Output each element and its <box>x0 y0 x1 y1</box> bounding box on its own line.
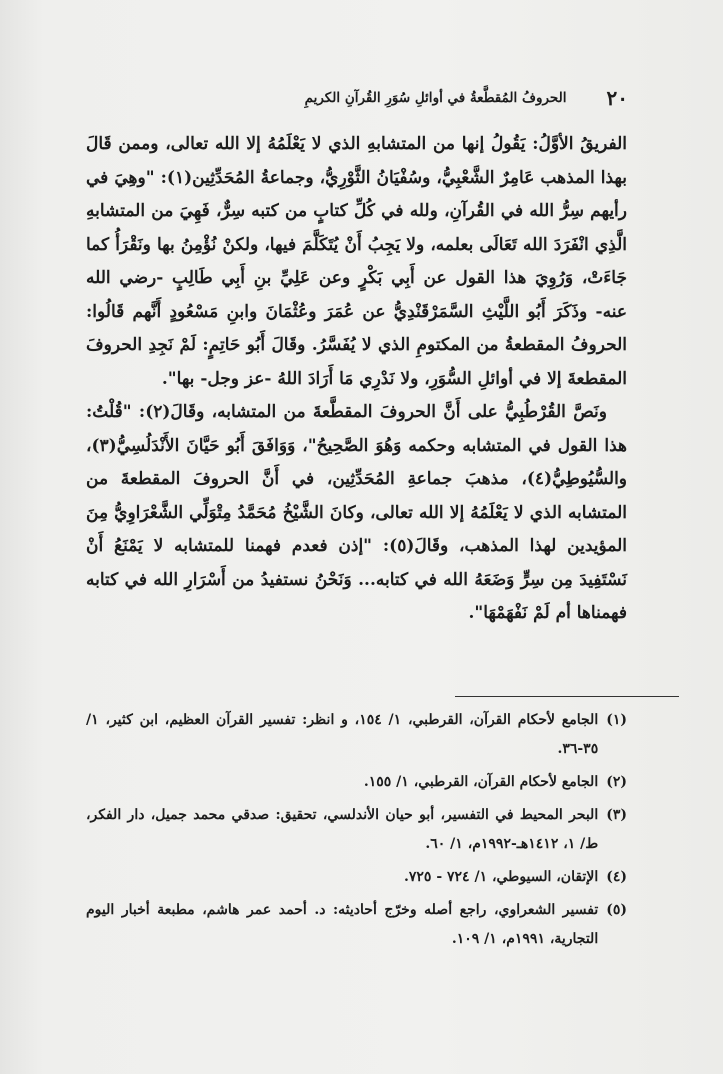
footnote <box>86 863 627 892</box>
paragraph: ونَصَّ القُرْطُبِيُّ على أَنَّ الحروفَ المقطَّعةَ من المتشابه، وقَالَ(٢): "قُلْتُ: هذا القول في المتشابه وحكمه وَهُوَ الصَّحِيحُ"، وَوَافَقَ أَبُو حَيَّانَ الأَنْدَلُسِيُّ(٣)، والسُّيُوطِيُّ(٤)، مذهبَ جماعةِ المُحَدِّثِين، في أَنَّ الحروفَ المقطعةَ من المتشابه الذي لا يَعْلَمُهُ إلا الله تعالى، وكانَ الشَّيْخُ مُحَمَّدُ مِتْوَلِّي الشَّعْرَاوِيُّ مِنَ المؤيدين لهذا المذهب، وقَالَ(٥): "إذن فعدم فهمنا للمتشابه لا يَمْنَعُ أَنْ نَسْتَفِيدَ مِن سِرٍّ وَضَعَهُ الله في كتابه... وَنَحْنُ نستفيدُ من أَسْرَارِ الله في كتابه فهمناها أم لَمْ نَفْهَمْهَا". <box>86 402 628 623</box>
footnote-separator <box>455 696 679 697</box>
footnote-number: (٥) <box>606 902 627 918</box>
footnote-text: تفسير الشعراوي، راجع أصله وخرّج أحاديثه: د. أحمد عمر هاشم، مطبعة أخبار اليوم التجارية، ١٩٩١م، ١/ ١٠٩. <box>86 902 599 947</box>
page-header <box>90 86 628 110</box>
running-title: الحروفُ المُقطَّعةُ في أوائلِ سُوَرِ القُرآنِ الكريمِ <box>304 90 567 106</box>
footnote-text: الجامع لأحكام القرآن، القرطبي، ١/ ١٥٥. <box>363 774 599 790</box>
page-number: ٢٠ <box>606 86 628 110</box>
footnote-text: الجامع لأحكام القرآن، القرطبي، ١/ ١٥٤، و انظر: تفسير القرآن العظيم، ابن كثير، ١/ ٣٥-٣٦. <box>86 712 599 757</box>
footnotes <box>86 706 627 958</box>
main-text <box>86 128 627 631</box>
footnote <box>86 896 627 954</box>
footnote <box>86 801 627 859</box>
footnote-text: الإتقان، السيوطي، ١/ ٧٢٤ - ٧٢٥. <box>404 869 599 885</box>
footnote <box>86 706 627 764</box>
footnote-number: (٤) <box>606 869 627 885</box>
footnote-number: (٣) <box>606 807 627 823</box>
footnote-number: (٢) <box>606 774 627 790</box>
footnote-text: البحر المحيط في التفسير، أبو حيان الأندلسي، تحقيق: صدقي محمد جميل، دار الفكر، ط/ ١، ١٤١٢هـ-١٩٩٢م، ١/ ٦٠. <box>86 807 599 852</box>
footnote-number: (١) <box>606 712 627 728</box>
paragraph: الفريقُ الأوَّلُ: يَقُولُ إنها من المتشابهِ الذي لا يَعْلَمُهُ إلا الله تعالى، وممن قَالَ بهذا المذهب عَامِرٌ الشَّعْبِيُّ، وسُفْيَانُ الثَّوْرِيُّ، وجماعةُ المُحَدِّثِين(١): "وهِيَ في رأيهم سِرُّ الله في القُرآنِ، ولله في كُلِّ كتابٍ من كتبه سِرٌّ، فَهِيَ من المتشابهِ الَّذِي انْفَرَدَ الله تَعَالَى بعلمه، ولا يَجِبُ أَنْ يُتَكَلَّمَ فيها، ولكنْ نُؤْمِنُ بها ونَقْرَأُ كما جَاءَتْ، وَرُوِيَ هذا القول عن أَبِي بَكْرٍ وعن عَلِيِّ بنِ أَبِي طَالِبٍ -رضي الله عنه- وذَكَرَ أَبُو اللَّيْثِ السَّمَرْقَنْدِيُّ عن عُمَرَ وعُثْمَانَ وابنِ مَسْعُودٍ أَنَّهم قَالُوا: الحروفُ المقطعةُ من المكتومِ الذي لا يُفَسَّرُ. وقَالَ أَبُو حَاتِمٍ: لَمْ نَجِدِ الحروفَ المقطعةَ إلا في أوائلِ السُّوَرِ، ولا نَدْرِي مَا أَرَادَ اللهُ -عز وجل- بها". <box>86 134 627 389</box>
footnote <box>86 768 627 797</box>
